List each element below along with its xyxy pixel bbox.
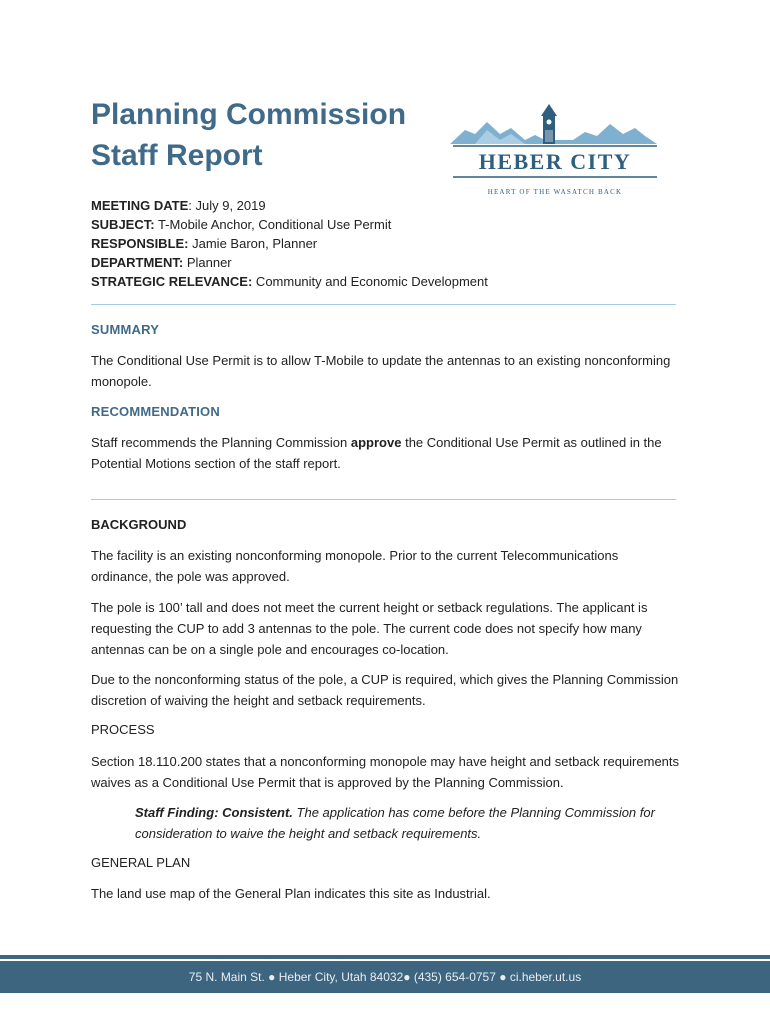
- meta-subject: SUBJECT: T-Mobile Anchor, Conditional Use Permit: [91, 217, 392, 232]
- meta-meeting-date: MEETING DATE: July 9, 2019: [91, 198, 266, 213]
- title-line-1: Planning Commission: [91, 98, 407, 131]
- process-heading: PROCESS: [91, 722, 155, 737]
- divider: [91, 304, 676, 305]
- footer-accent-line: [0, 955, 770, 959]
- recommendation-text: Staff recommends the Planning Commission approve the Conditional Use Permit as outlined in the Potential Motions section of the staff report.: [91, 435, 662, 471]
- meeting-metadata: [91, 196, 488, 291]
- general-plan-text: The land use map of the General Plan indicates this site as Industrial.: [91, 886, 491, 901]
- clock-tower-roof: [541, 104, 557, 116]
- logo-tagline: HEART OF THE WASATCH BACK: [487, 188, 623, 196]
- clock-face: [547, 120, 552, 125]
- meta-responsible: RESPONSIBLE: Jamie Baron, Planner: [91, 236, 318, 251]
- background-heading: BACKGROUND: [91, 517, 187, 532]
- background-paragraph-3: Due to the nonconforming status of the pole, a CUP is required, which gives the Planning Commission discretion of waiving the height and setback requirements.: [91, 672, 679, 708]
- meta-strategic-relevance: STRATEGIC RELEVANCE: Community and Economic Development: [91, 274, 488, 289]
- summary-heading: SUMMARY: [91, 322, 160, 337]
- logo-name: HEBER CITY: [478, 149, 632, 174]
- footer-contact: 75 N. Main St. ● Heber City, Utah 84032● (435) 654-0757 ● ci.heber.ut.us: [0, 961, 770, 993]
- summary-text: The Conditional Use Permit is to allow T-Mobile to update the antennas to an existing nonconforming monopole.: [91, 353, 671, 389]
- background-paragraph-1: The facility is an existing nonconforming monopole. Prior to the current Telecommunications ordinance, the pole was approved.: [91, 548, 619, 584]
- title-line-2: Staff Report: [91, 139, 263, 172]
- heber-city-logo: [445, 100, 665, 200]
- meta-department: DEPARTMENT: Planner: [91, 255, 232, 270]
- recommendation-heading: RECOMMENDATION: [91, 404, 220, 419]
- page-title: [91, 94, 406, 176]
- process-text: Section 18.110.200 states that a nonconforming monopole may have height and setback requirements waives as a Conditional Use Permit that is approved by the Planning Commission.: [91, 754, 680, 790]
- background-paragraph-2: The pole is 100’ tall and does not meet the current height or setback regulations. The applicant is requesting the CUP to add 3 antennas to the pole. The current code does not specify how many antennas can be on a single pole and encourages co-location.: [91, 600, 648, 657]
- staff-finding: Staff Finding: Consistent. The application has come before the Planning Commission for consideration to waive the height and setback requirements.: [135, 805, 655, 841]
- general-plan-heading: GENERAL PLAN: [91, 855, 191, 870]
- divider: [91, 499, 676, 500]
